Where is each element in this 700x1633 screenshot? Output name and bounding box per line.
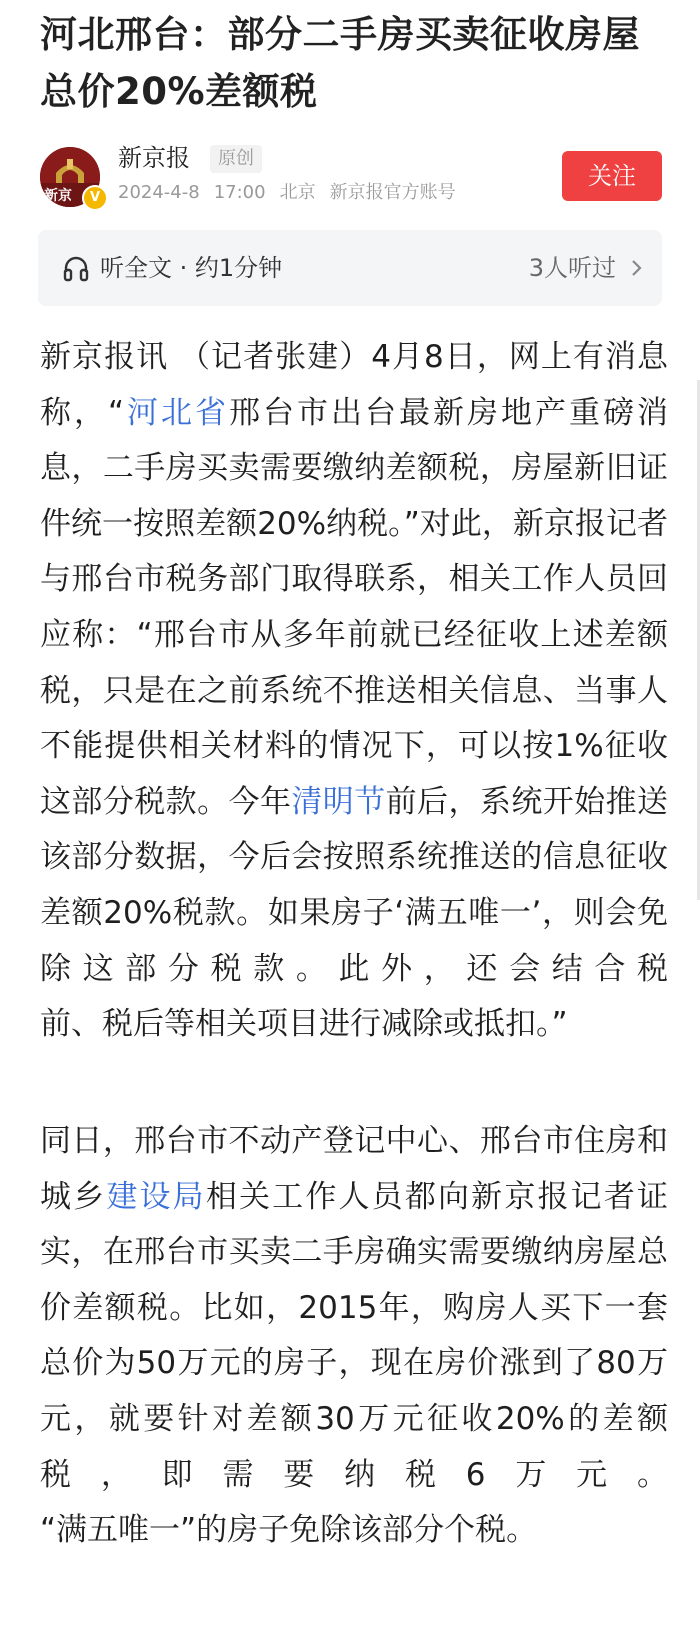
paragraph-text: 相关工作人员都向新京报记者证实，在邢台市买卖二手房确实需要缴纳房屋总价差额税。比如，2015年，购房人买下一套总价为50万元的房子，现在房价涨到了80万元，就要针对差额30万元征收20%的差额税，即需要纳税6万元。 <box>40 1178 669 1493</box>
avatar-text: 新京 <box>44 188 72 204</box>
author-row <box>40 139 662 211</box>
author-name[interactable]: 新京报 <box>118 144 190 172</box>
paragraph-last-line: “满五唯一”的房子免除该部分个税。 <box>40 1512 538 1549</box>
article-paragraph-2 <box>40 1114 668 1559</box>
article-paragraph-1 <box>40 330 668 1053</box>
paragraph-text: 同日，邢台市不动产登记中心、邢台市住房和城乡 <box>40 1123 668 1215</box>
paragraph-text: 邢台市出台最新房地产重磅消息，二手房买卖需要缴纳差额税，房屋新旧证件统一按照差额20%纳税。”对此，新京报记者与邢台市税务部门取得联系，相关工作人员回应称：“邢台市从多年前就已经征收上述差额税，只是在之前系统不推送相关信息、当事人不能提供相关材料的情况下，可以按1%征收这部分税款。今年 <box>40 394 669 820</box>
article-title: 河北邢台：部分二手房买卖征收房屋总价20%差额税 <box>40 13 640 113</box>
verified-icon: V <box>82 185 108 211</box>
publish-time: 17:00 <box>213 182 266 203</box>
article-meta <box>118 181 470 205</box>
chevron-right-icon <box>630 259 642 277</box>
listen-label: 听全文 · 约1分钟 <box>100 254 283 282</box>
headphones-icon <box>62 254 90 282</box>
paragraph-text: 新京报讯 （记者张建）4月8日，网上有消息称，“ <box>40 339 668 431</box>
original-badge: 原创 <box>210 145 262 173</box>
keyword-link-qingming[interactable]: 清明节 <box>291 783 386 820</box>
follow-button[interactable]: 关注 <box>562 151 662 201</box>
account-description: 新京报官方账号 <box>329 182 456 203</box>
keyword-link-jianshe[interactable]: 建设局 <box>106 1178 206 1215</box>
keyword-link-hebei[interactable]: 河北省 <box>124 394 230 431</box>
publish-location: 北京 <box>279 182 316 203</box>
publish-date: 2024-4-8 <box>118 182 200 203</box>
listen-count: 3人听过 <box>528 254 616 282</box>
paragraph-text: 前后，系统开始推送该部分数据，今后会按照系统推送的信息征收差额20%税款。如果房子‘满五唯一’，则会免除这部分税款。此外，还会结合税 <box>40 783 669 987</box>
paragraph-last-line: 前、税后等相关项目进行减除或抵扣。” <box>40 1006 568 1043</box>
listen-bar[interactable] <box>38 230 662 306</box>
